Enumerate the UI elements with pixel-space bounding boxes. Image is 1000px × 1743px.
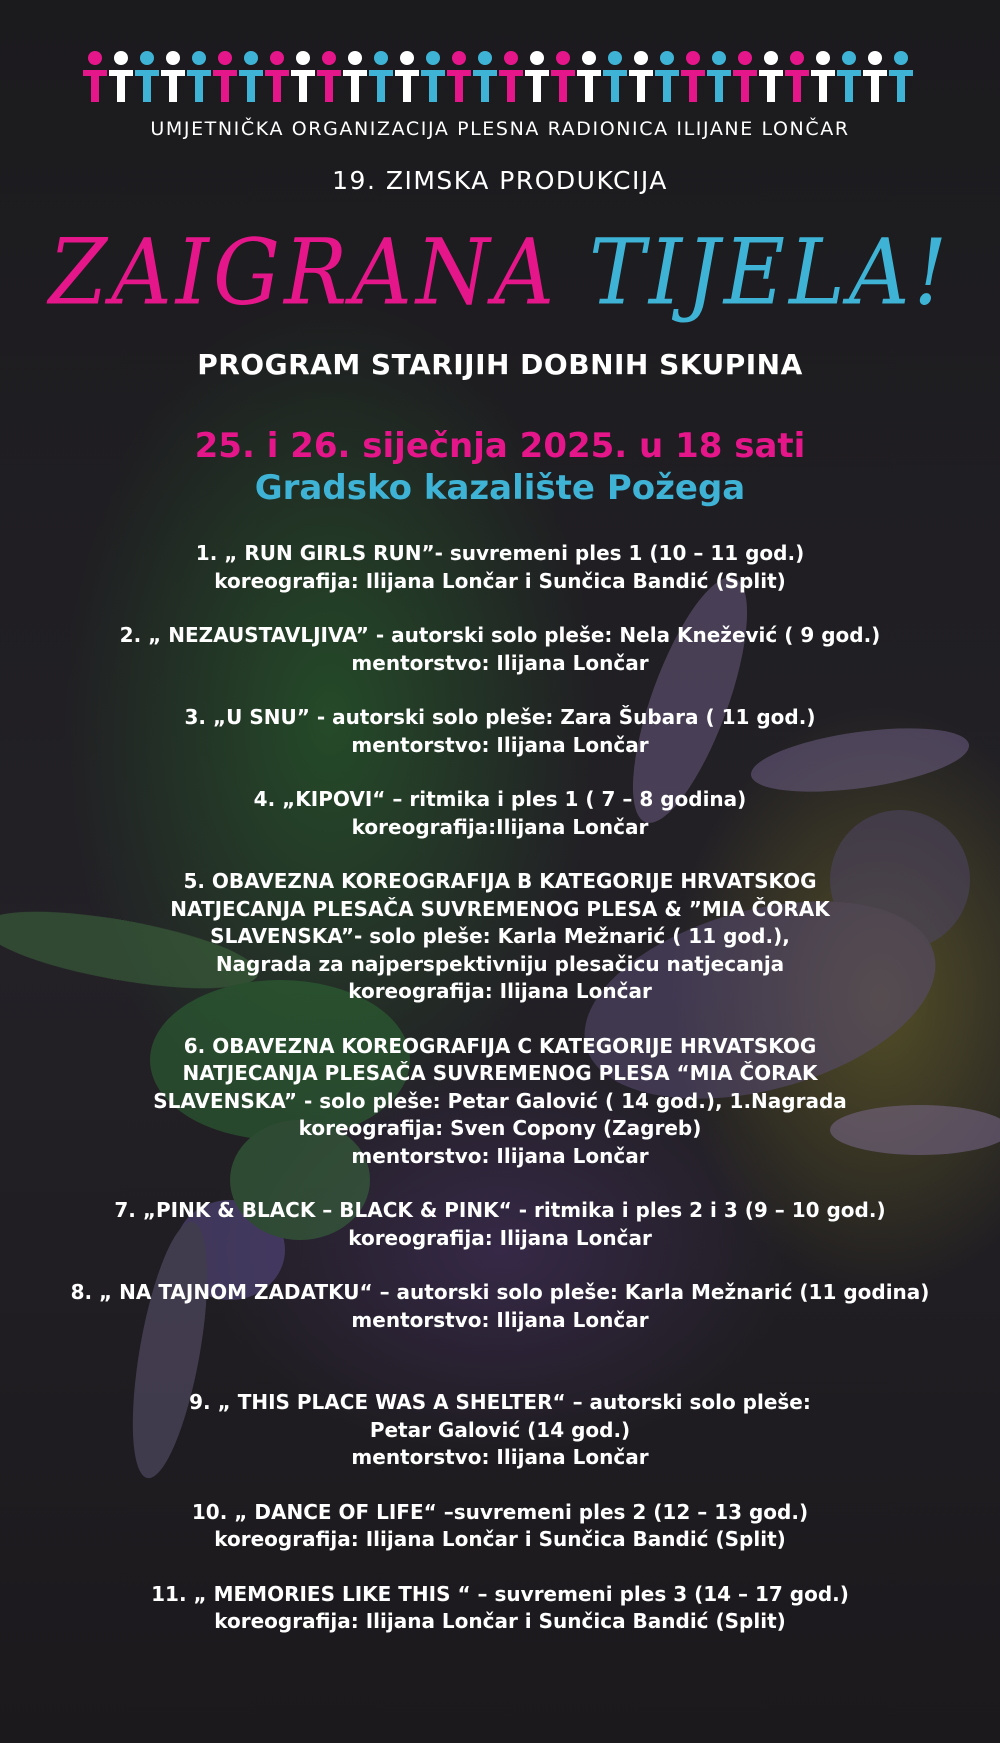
program-item (30, 1033, 970, 1171)
logo-figure-arms (603, 70, 627, 76)
logo-figure-head (556, 51, 570, 65)
program-item-line: mentorstvo: Ilijana Lončar (351, 1307, 649, 1332)
logo-figure-arms (109, 70, 133, 76)
row-of-dancing-figures-logo (82, 50, 914, 104)
logo-figure-arms (577, 70, 601, 76)
program-item-line: 1. „ RUN GIRLS RUN”- suvremeni ples 1 (10 – 11 god.) (195, 541, 805, 565)
logo-figure-arms (889, 70, 913, 76)
edition-label: 19. ZIMSKA PRODUKCIJA (332, 166, 668, 195)
logo-figure-head (530, 51, 544, 65)
logo-figure-head (296, 51, 310, 65)
program-subtitle: PROGRAM STARIJIH DOBNIH SKUPINA (197, 348, 803, 381)
program-item (30, 704, 970, 759)
program-item-line: koreografija: Ilijana Lončar (348, 1225, 652, 1250)
logo-figure-arms (317, 70, 341, 76)
logo-figure-arms (421, 70, 445, 76)
logo-figure-arms (525, 70, 549, 76)
program-item (30, 868, 970, 1006)
logo-figure-head (478, 51, 492, 65)
program-item-line: mentorstvo: Ilijana Lončar (351, 1445, 649, 1469)
logo-figure-head (400, 51, 414, 65)
program-item-line: Petar Galović (14 god.) (369, 1417, 631, 1442)
logo-figure-arms (811, 70, 835, 76)
logo-figure-head (738, 51, 752, 65)
program-item-line: 6. OBAVEZNA KOREOGRAFIJA C KATEGORIJE HRVATSKOG (183, 1033, 817, 1058)
logo-figure-arms (83, 70, 107, 76)
logo-figure-head (452, 51, 466, 65)
logo-figure-head (140, 51, 154, 65)
logo-figure-head (816, 51, 830, 65)
program-item-line: 7. „PINK & BLACK – BLACK & PINK“ - ritmika i ples 2 i 3 (9 – 10 god.) (114, 1198, 886, 1222)
logo-figure-arms (447, 70, 471, 76)
program-item-line: NATJECANJA PLESAČA SUVREMENOG PLESA & ”MIA ČORAK (170, 896, 830, 921)
event-venue: Gradsko kazalište Požega (254, 468, 746, 508)
program-item-line: SLAVENSKA”- solo pleše: Karla Mežnarić ( 11 god.), (210, 924, 790, 948)
program-item-line: koreografija: Ilijana Lončar i Sunčica Bandić (Split) (214, 1609, 786, 1633)
logo-figure-arms (759, 70, 783, 76)
logo-figure-arms (161, 70, 185, 76)
logo-figure-head (686, 51, 700, 65)
program-item (30, 622, 970, 677)
program-item-line: 10. „ DANCE OF LIFE“ –suvremeni ples 2 (12 – 13 god.) (191, 1499, 809, 1524)
logo-figure-arms (369, 70, 393, 76)
logo-figure-head (608, 51, 622, 65)
logo-figure-head (842, 51, 856, 65)
program-item-line: 5. OBAVEZNA KOREOGRAFIJA B KATEGORIJE HRVATSKOG (183, 869, 817, 893)
logo-figure-arms (837, 70, 861, 76)
logo-figure-head (764, 51, 778, 65)
logo-figure-head (192, 51, 206, 65)
logo-figure-arms (707, 70, 731, 76)
logo-figure-arms (395, 70, 419, 76)
program-item-line: mentorstvo: Ilijana Lončar (351, 650, 649, 675)
logo-figure-head (634, 51, 648, 65)
event-title (0, 218, 1000, 326)
program-item-line: 9. „ THIS PLACE WAS A SHELTER“ – autorski solo pleše: (189, 1390, 811, 1414)
logo-figure-head (244, 51, 258, 65)
program-item-line: 4. „KIPOVI“ – ritmika i ples 1 ( 7 – 8 godina) (253, 787, 747, 811)
program-item-line: 8. „ NA TAJNOM ZADATKU“ – autorski solo pleše: Karla Mežnarić (11 godina) (70, 1280, 930, 1304)
program-item (30, 540, 970, 595)
logo-figure-arms (343, 70, 367, 76)
title-part-1: ZAIGRANA (48, 219, 559, 325)
logo-figure-arms (655, 70, 679, 76)
title-part-2: TIJELA! (588, 219, 952, 325)
logo-figure-head (426, 51, 440, 65)
program-item-line: 3. „U SNU” - autorski solo pleše: Zara Šubara ( 11 god.) (184, 705, 816, 729)
event-date: 25. i 26. siječnja 2025. u 18 sati (194, 426, 806, 466)
program-item-line: NATJECANJA PLESAČA SUVREMENOG PLESA “MIA ČORAK (182, 1061, 818, 1085)
program-item (30, 1581, 970, 1636)
logo-figure-head (374, 51, 388, 65)
logo-figure-arms (499, 70, 523, 76)
program-item (30, 1499, 970, 1554)
logo-figure-arms (187, 70, 211, 76)
program-item-line: 11. „ MEMORIES LIKE THIS “ – suvremeni ples 3 (14 – 17 god.) (151, 1581, 849, 1606)
logo-figure-arms (239, 70, 263, 76)
program-item (30, 1279, 970, 1334)
program-item-line: 2. „ NEZAUSTAVLJIVA” - autorski solo pleše: Nela Knežević ( 9 god.) (119, 623, 881, 647)
logo-figure-arms (551, 70, 575, 76)
logo-figure-head (166, 51, 180, 65)
logo-figure-head (218, 51, 232, 65)
logo-figure-head (270, 51, 284, 65)
program-item-line: koreografija: Ilijana Lončar i Sunčica Bandić (Split) (214, 1527, 786, 1551)
program-item-line: koreografija: Ilijana Lončar i Sunčica Bandić (Split) (214, 568, 786, 593)
logo-figure-head (114, 51, 128, 65)
logo-figure-head (322, 51, 336, 65)
logo-figure-arms (785, 70, 809, 76)
program-item (30, 786, 970, 841)
program-list (30, 540, 970, 1663)
logo-figure-head (894, 51, 908, 65)
logo-figure-arms (213, 70, 237, 76)
logo-figure-arms (265, 70, 289, 76)
program-item-line: mentorstvo: Ilijana Lončar (351, 1143, 649, 1168)
logo-figure-head (582, 51, 596, 65)
program-item-line: koreografija: Sven Copony (Zagreb) (298, 1116, 702, 1140)
logo-figure-head (790, 51, 804, 65)
program-item-line: SLAVENSKA” - solo pleše: Petar Galović ( 14 god.), 1.Nagrada (153, 1088, 847, 1113)
organization-name: UMJETNIČKA ORGANIZACIJA PLESNA RADIONICA ILIJANE LONČAR (150, 118, 850, 140)
program-item (30, 1197, 970, 1252)
logo-figure-arms (681, 70, 705, 76)
logo-figure-head (868, 51, 882, 65)
program-item-line: mentorstvo: Ilijana Lončar (351, 732, 649, 757)
logo-figure-head (660, 51, 674, 65)
program-item-line: Nagrada za najperspektivniju plesačicu natjecanja (215, 951, 785, 976)
logo-figure-arms (863, 70, 887, 76)
program-item-line: koreografija:Ilijana Lončar (351, 814, 649, 839)
logo-figure-arms (629, 70, 653, 76)
program-item (30, 1389, 970, 1472)
logo-figure-head (348, 51, 362, 65)
logo-figure-head (712, 51, 726, 65)
logo-figure-head (88, 51, 102, 65)
logo-figure-arms (473, 70, 497, 76)
logo-figure-arms (135, 70, 159, 76)
logo-figure-arms (291, 70, 315, 76)
program-item-line: koreografija: Ilijana Lončar (348, 979, 652, 1003)
logo-figure-arms (733, 70, 757, 76)
logo-figure-head (504, 51, 518, 65)
